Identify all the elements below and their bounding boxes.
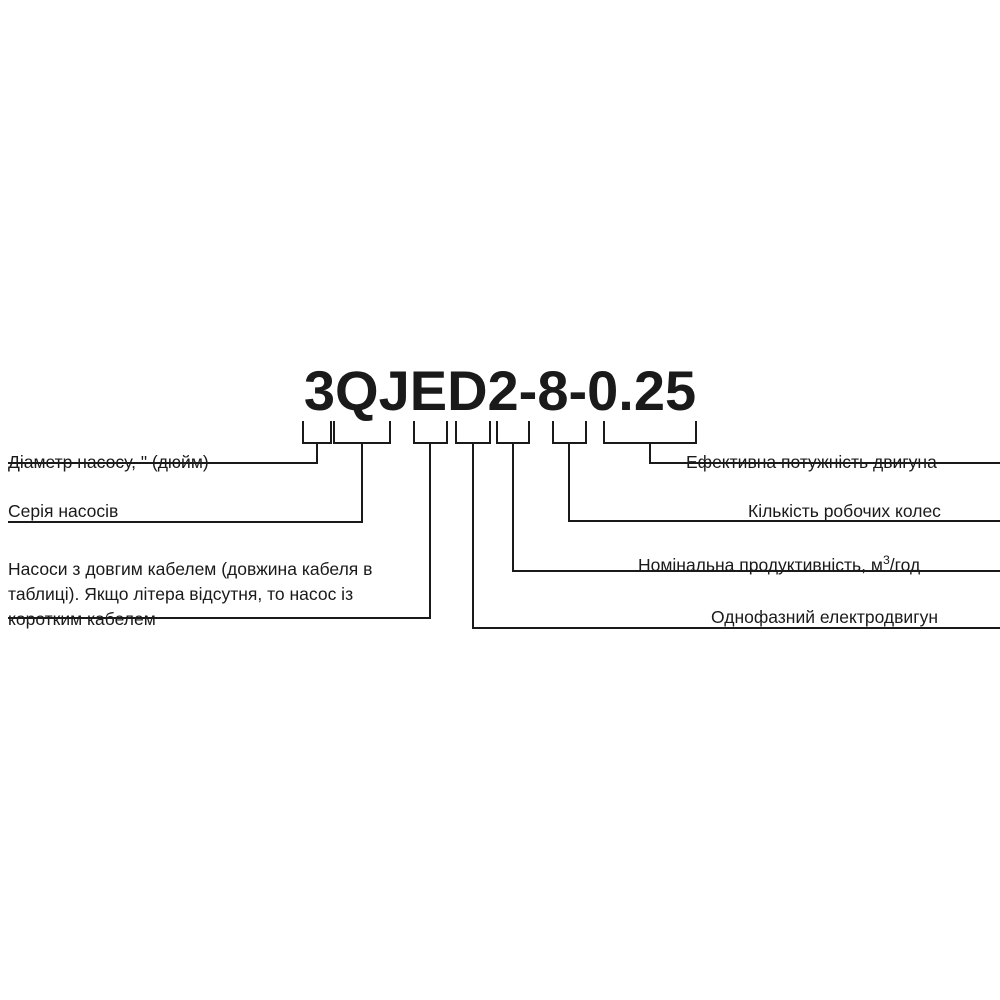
bracket-segment-025: [604, 421, 696, 443]
label-diameter: Діаметр насосу, " (дюйм): [8, 452, 209, 472]
label-series: Серія насосів: [8, 501, 119, 521]
bracket-segment-e: [414, 421, 447, 443]
label-nominal-capacity: [638, 548, 1000, 578]
label-nominal-capacity-unit: /год: [889, 554, 921, 575]
bracket-segment-3: [303, 421, 331, 443]
label-single-phase: Однофазний електродвигун: [711, 607, 938, 627]
bracket-segment-8: [553, 421, 586, 443]
label-long-cable: Насоси з довгим кабелем (довжина кабеля в таблиці). Якщо літера відсутня, то насос із коротким кабелем: [8, 559, 373, 629]
label-impellers: Кількість робочих колес: [748, 501, 941, 521]
label-motor-power: Ефективна потужність двигуна: [686, 452, 937, 472]
bracket-segment-d: [456, 421, 490, 443]
label-nominal-capacity-exponent: 3: [882, 553, 890, 567]
product-code: 3QJED2-8-0.25: [303, 359, 697, 422]
bracket-segment-qj: [334, 421, 390, 443]
label-nominal-capacity-text: Номінальна продуктивність, м: [638, 554, 883, 575]
bracket-segment-2: [497, 421, 529, 443]
